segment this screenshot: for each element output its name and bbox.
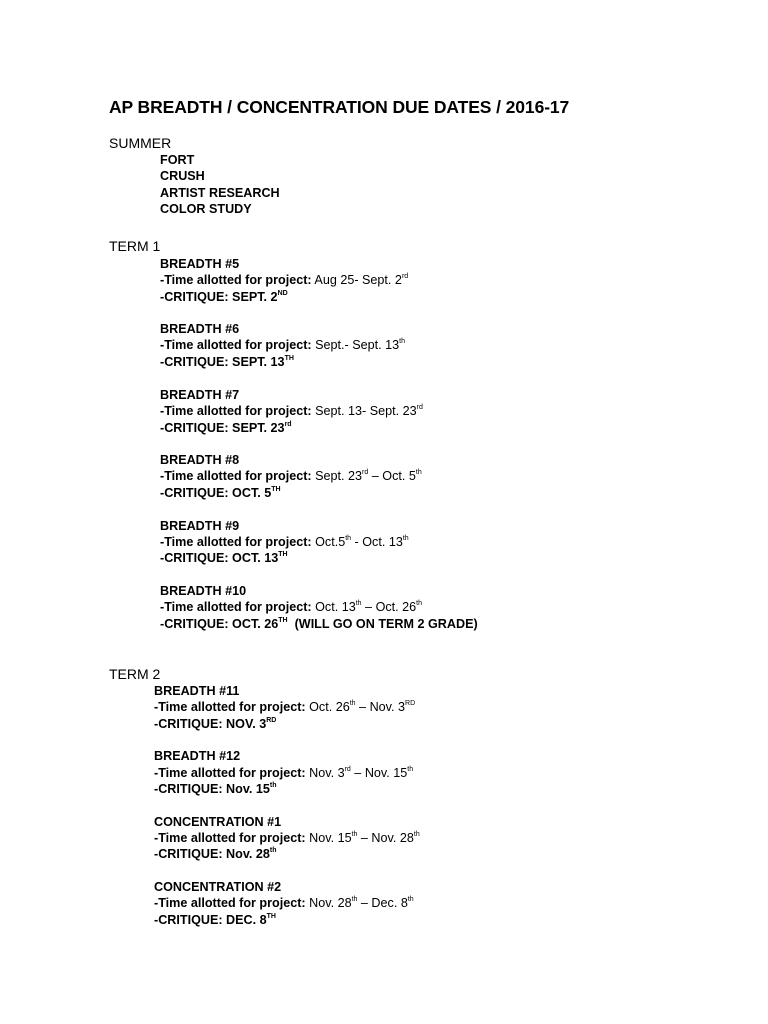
project-name: BREADTH #7 bbox=[160, 388, 240, 402]
critique-note: (WILL GO ON TERM 2 GRADE) bbox=[287, 617, 478, 631]
ordinal-suffix: th bbox=[413, 831, 420, 838]
ordinal-suffix: th bbox=[345, 535, 352, 542]
time-value: – Dec. 8 bbox=[357, 896, 408, 910]
critique-text: -CRITIQUE: OCT. 13 bbox=[160, 551, 279, 565]
ordinal-suffix: rd bbox=[416, 404, 423, 411]
ordinal-suffix: TH bbox=[284, 355, 294, 362]
critique-line bbox=[160, 616, 478, 632]
time-allotted bbox=[160, 468, 422, 484]
document-title: AP BREADTH / CONCENTRATION DUE DATES / 2016-17 bbox=[109, 97, 570, 117]
project-name: BREADTH #6 bbox=[160, 322, 240, 336]
time-label: -Time allotted for project: bbox=[160, 600, 312, 614]
summer-item: COLOR STUDY bbox=[160, 202, 252, 216]
time-label: -Time allotted for project: bbox=[154, 766, 306, 780]
time-allotted bbox=[160, 337, 405, 353]
critique-line bbox=[154, 846, 277, 862]
time-value: Nov. 28 bbox=[305, 896, 352, 910]
time-label: -Time allotted for project: bbox=[154, 700, 306, 714]
ordinal-suffix: rd bbox=[284, 421, 292, 428]
time-label: -Time allotted for project: bbox=[160, 404, 312, 418]
critique-text: -CRITIQUE: SEPT. 2 bbox=[160, 290, 278, 304]
critique-line bbox=[160, 420, 292, 436]
time-value: Sept. 13- Sept. 23 bbox=[311, 404, 417, 418]
ordinal-suffix: RD bbox=[266, 717, 277, 724]
project-name: BREADTH #12 bbox=[154, 749, 241, 763]
time-value: – Nov. 3 bbox=[355, 700, 406, 714]
ordinal-suffix: th bbox=[402, 535, 409, 542]
time-allotted bbox=[160, 272, 408, 288]
time-allotted bbox=[160, 403, 423, 419]
time-label: -Time allotted for project: bbox=[160, 535, 312, 549]
critique-text: -CRITIQUE: DEC. 8 bbox=[154, 913, 267, 927]
critique-line bbox=[154, 716, 276, 732]
critique-text: -CRITIQUE: NOV. 3 bbox=[154, 717, 267, 731]
time-value: Sept. 23 bbox=[311, 469, 363, 483]
time-allotted bbox=[160, 599, 422, 615]
time-value: Oct. 13 bbox=[311, 600, 356, 614]
ordinal-suffix: th bbox=[269, 782, 277, 789]
ordinal-suffix: th bbox=[351, 831, 358, 838]
ordinal-suffix: th bbox=[407, 766, 414, 773]
time-allotted bbox=[154, 895, 414, 911]
ordinal-suffix: ND bbox=[277, 290, 288, 297]
ordinal-suffix: th bbox=[269, 847, 277, 854]
project-name: BREADTH #5 bbox=[160, 257, 240, 271]
ordinal-suffix: TH bbox=[266, 913, 276, 920]
ordinal-suffix: rd bbox=[362, 469, 369, 476]
time-value: Nov. 3 bbox=[305, 766, 345, 780]
ordinal-suffix: TH bbox=[271, 486, 281, 493]
critique-text: -CRITIQUE: OCT. 5 bbox=[160, 486, 272, 500]
summer-heading: SUMMER bbox=[109, 135, 172, 151]
ordinal-suffix: th bbox=[349, 700, 356, 707]
critique-text: -CRITIQUE: SEPT. 23 bbox=[160, 421, 285, 435]
time-label: -Time allotted for project: bbox=[160, 273, 312, 287]
critique-text: -CRITIQUE: OCT. 26 bbox=[160, 617, 279, 631]
time-allotted bbox=[154, 830, 420, 846]
time-value: – Nov. 15 bbox=[350, 766, 408, 780]
ordinal-suffix: RD bbox=[405, 700, 416, 707]
time-value: Nov. 15 bbox=[305, 831, 352, 845]
time-label: -Time allotted for project: bbox=[154, 831, 306, 845]
critique-line bbox=[160, 485, 281, 501]
ordinal-suffix: TH bbox=[278, 617, 288, 624]
project-name: CONCENTRATION #2 bbox=[154, 880, 282, 894]
time-value: Oct.5 bbox=[311, 535, 346, 549]
time-value: Aug 25- Sept. 2 bbox=[311, 273, 402, 287]
time-allotted bbox=[160, 534, 409, 550]
critique-text: -CRITIQUE: SEPT. 13 bbox=[160, 355, 285, 369]
ordinal-suffix: rd bbox=[401, 273, 409, 280]
project-name: BREADTH #10 bbox=[160, 584, 247, 598]
term1-heading: TERM 1 bbox=[109, 238, 161, 254]
summer-item: CRUSH bbox=[160, 169, 205, 183]
summer-item: ARTIST RESEARCH bbox=[160, 186, 280, 200]
critique-text: -CRITIQUE: Nov. 15 bbox=[154, 782, 270, 796]
project-name: CONCENTRATION #1 bbox=[154, 815, 282, 829]
critique-line bbox=[160, 289, 288, 305]
ordinal-suffix: th bbox=[416, 600, 423, 607]
time-value: – Oct. 26 bbox=[361, 600, 417, 614]
time-allotted bbox=[154, 765, 413, 781]
ordinal-suffix: TH bbox=[278, 551, 288, 558]
ordinal-suffix: th bbox=[407, 896, 414, 903]
critique-line bbox=[154, 912, 276, 928]
critique-line bbox=[160, 354, 294, 370]
critique-text: -CRITIQUE: Nov. 28 bbox=[154, 847, 270, 861]
time-label: -Time allotted for project: bbox=[160, 338, 312, 352]
summer-item: FORT bbox=[160, 153, 195, 167]
time-value: Oct. 26 bbox=[305, 700, 350, 714]
critique-line bbox=[154, 781, 277, 797]
term2-heading: TERM 2 bbox=[109, 666, 161, 682]
project-name: BREADTH #9 bbox=[160, 519, 240, 533]
ordinal-suffix: th bbox=[415, 469, 422, 476]
time-label: -Time allotted for project: bbox=[160, 469, 312, 483]
ordinal-suffix: th bbox=[351, 896, 358, 903]
critique-line bbox=[160, 550, 288, 566]
time-value: – Oct. 5 bbox=[368, 469, 416, 483]
time-value: - Oct. 13 bbox=[351, 535, 403, 549]
ordinal-suffix: rd bbox=[344, 766, 351, 773]
time-value: Sept.- Sept. 13 bbox=[311, 338, 400, 352]
time-label: -Time allotted for project: bbox=[154, 896, 306, 910]
project-name: BREADTH #8 bbox=[160, 453, 240, 467]
ordinal-suffix: th bbox=[355, 600, 362, 607]
project-name: BREADTH #11 bbox=[154, 684, 240, 698]
ordinal-suffix: th bbox=[399, 338, 405, 345]
time-allotted bbox=[154, 699, 415, 715]
time-value: – Nov. 28 bbox=[357, 831, 414, 845]
